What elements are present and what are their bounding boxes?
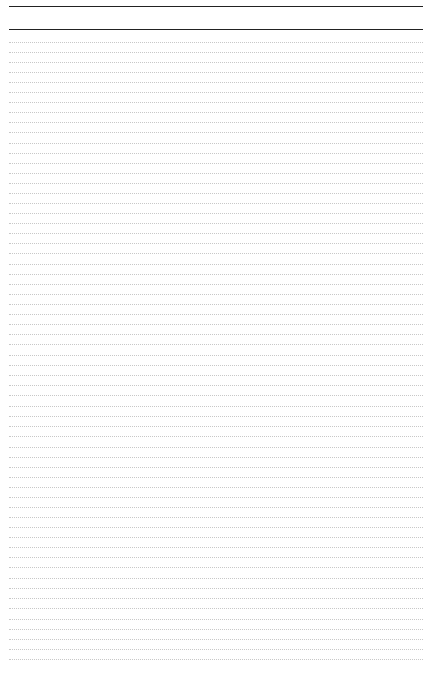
notice-line-placeholder (9, 620, 423, 630)
notice-line-placeholder (9, 53, 423, 63)
notice-line-placeholder (9, 488, 423, 498)
notice-line-placeholder (9, 345, 423, 355)
notice-line-placeholder (9, 650, 423, 660)
notice-line-placeholder (9, 275, 423, 285)
notice-line-placeholder (9, 468, 423, 478)
notice-line-placeholder (9, 508, 423, 518)
notice-line-placeholder (9, 438, 423, 448)
notice-line-placeholder (9, 640, 423, 650)
notice-line-placeholder (9, 315, 423, 325)
notice-line-placeholder (9, 478, 423, 488)
notice-line-placeholder (9, 498, 423, 508)
notice-line-placeholder (9, 194, 423, 204)
notice-line-placeholder (9, 589, 423, 599)
notice-line-placeholder (9, 133, 423, 143)
notice-line-placeholder (9, 610, 423, 620)
notice-line-placeholder (9, 244, 423, 254)
notice-line-placeholder (9, 174, 423, 184)
notice-number (9, 672, 423, 682)
notice-line-placeholder (9, 305, 423, 315)
notice-line-placeholder (9, 184, 423, 194)
notice-line-placeholder (9, 43, 423, 53)
notice-paragraph (9, 397, 423, 437)
notice-line-placeholder (9, 103, 423, 113)
notice-line-placeholder (9, 417, 423, 427)
notice-date (9, 662, 423, 672)
notice-line-placeholder (9, 599, 423, 609)
notice-line-placeholder (9, 285, 423, 295)
notice-line-placeholder (9, 518, 423, 528)
notice-line-placeholder (9, 528, 423, 538)
notice-paragraph (9, 255, 423, 396)
notice-line-placeholder (9, 33, 423, 43)
notice-body (9, 33, 423, 660)
notice-line-placeholder (9, 73, 423, 83)
notice-line-placeholder (9, 366, 423, 376)
notice-line-placeholder (9, 386, 423, 396)
notice-line-placeholder (9, 558, 423, 568)
notice-paragraph (9, 438, 423, 609)
notice-line-placeholder (9, 458, 423, 468)
notice-line-placeholder (9, 113, 423, 123)
notice-paragraph (9, 33, 423, 254)
notice-line-placeholder (9, 325, 423, 335)
notice-line-placeholder (9, 144, 423, 154)
notice-title-bar (9, 6, 423, 30)
notice-line-placeholder (9, 224, 423, 234)
notice-line-placeholder (9, 214, 423, 224)
notice-line-placeholder (9, 255, 423, 265)
notice-line-placeholder (9, 538, 423, 548)
notice-line-placeholder (9, 295, 423, 305)
notice-line-placeholder (9, 123, 423, 133)
notice-line-placeholder (9, 204, 423, 214)
notice-line-placeholder (9, 356, 423, 366)
notice-line-placeholder (9, 93, 423, 103)
notice-line-placeholder (9, 265, 423, 275)
notice-line-placeholder (9, 630, 423, 640)
notice-line-placeholder (9, 83, 423, 93)
notice-line-placeholder (9, 397, 423, 407)
notice-line-placeholder (9, 427, 423, 437)
notice-line-placeholder (9, 568, 423, 578)
notice-line-placeholder (9, 164, 423, 174)
notice-line-placeholder (9, 548, 423, 558)
notice-line-placeholder (9, 579, 423, 589)
notice-line-placeholder (9, 376, 423, 386)
notice-paragraph (9, 610, 423, 660)
notice-line-placeholder (9, 407, 423, 417)
notice-line-placeholder (9, 154, 423, 164)
notice-line-placeholder (9, 335, 423, 345)
notice-line-placeholder (9, 63, 423, 73)
notice-line-placeholder (9, 234, 423, 244)
notice-line-placeholder (9, 448, 423, 458)
